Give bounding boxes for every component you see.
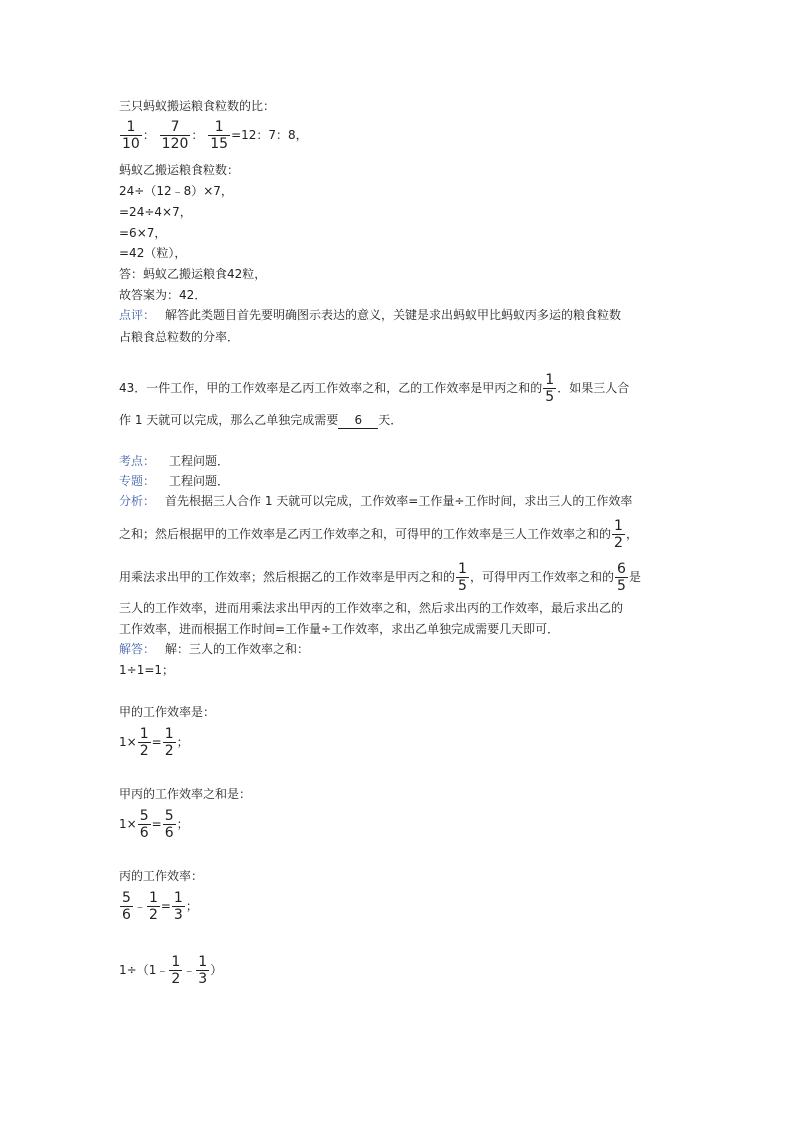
jiabing-expression: 1× $\frac{5}{6}$ = $\frac{5}{6}$ ； bbox=[119, 808, 189, 841]
review-label: 点评： bbox=[119, 308, 156, 322]
fraction: $\frac{5}{6}$ bbox=[122, 890, 131, 923]
jia-title: 甲的工作效率是： bbox=[119, 705, 216, 719]
fraction: $\frac{1}{15}$ bbox=[210, 119, 229, 152]
fenxi-3: 用乘法求出甲的工作效率；然后根据乙的工作效率是甲丙之和的 $\frac{1}{5}$ ，可得甲丙工作效率之和的 $\frac{6}{5}$ 是 bbox=[119, 561, 641, 594]
jieda: 解答： 解：三人的工作效率之和： bbox=[119, 642, 310, 656]
calc-line: =24÷4×7， bbox=[119, 205, 192, 219]
fraction: $\frac{1}{10}$ bbox=[122, 119, 140, 152]
ratio-expression: $\frac{1}{10}$ ： $\frac{7}{120}$ ： $\frac{1}{15}$ =12：7：8， bbox=[122, 119, 308, 152]
jieda-2: 1÷1=1； bbox=[119, 663, 175, 677]
zhuanti: 专题： 工程问题． bbox=[119, 474, 230, 488]
fraction: $\frac{6}{5}$ bbox=[616, 561, 626, 594]
calc-line: =42（粒）， bbox=[119, 246, 187, 260]
fraction: $\frac{1}{3}$ bbox=[198, 954, 208, 987]
answer-blank: 6 bbox=[338, 412, 378, 429]
question-43-line2: 作 1 天就可以完成，那么乙单独完成需要 6 天． bbox=[119, 413, 403, 427]
jia-expression: 1× $\frac{1}{2}$ = $\frac{1}{2}$ ； bbox=[119, 726, 189, 759]
jiabing-title: 甲丙的工作效率之和是： bbox=[119, 787, 252, 801]
fenxi-2: 之和；然后根据甲的工作效率是乙丙工作效率之和，可得甲的工作效率是三人工作效率之和的 $\frac{1}{2}$ ， bbox=[119, 518, 638, 551]
answer-line: 答：蚂蚁乙搬运粮食42粒， bbox=[119, 267, 267, 281]
question-43-line1: 43．一件工作，甲的工作效率是乙丙工作效率之和，乙的工作效率是甲丙之和的 $\frac{1}{5}$ ．如果三人合 bbox=[119, 372, 630, 405]
ratio-intro: 三只蚂蚁搬运粮食粒数的比： bbox=[119, 99, 276, 113]
fraction: $\frac{1}{2}$ bbox=[164, 726, 174, 759]
fraction: $\frac{1}{3}$ bbox=[173, 890, 183, 923]
fraction: $\frac{1}{2}$ bbox=[139, 726, 149, 759]
fraction: $\frac{1}{2}$ bbox=[171, 954, 181, 987]
fraction: $\frac{5}{6}$ bbox=[139, 808, 149, 841]
fenxi-1: 分析： 首先根据三人合作 1 天就可以完成，工作效率=工作量÷工作时间，求出三人的工作效率 bbox=[119, 494, 633, 508]
bing-expression: $\frac{5}{6}$ ﹣ $\frac{1}{2}$ = $\frac{1}{3}$ ； bbox=[122, 890, 198, 923]
fenxi-label: 分析： bbox=[119, 494, 156, 508]
calc-line: 24÷（12﹣8）×7， bbox=[119, 184, 233, 198]
calc-title: 蚂蚁乙搬运粮食粒数： bbox=[119, 163, 240, 177]
jieda-label: 解答： bbox=[119, 642, 156, 656]
fraction: $\frac{1}{2}$ bbox=[614, 518, 623, 551]
review: 点评： 解答此类题目首先要明确图示表达的意义，关键是求出蚂蚁甲比蚂蚁丙多运的粮食粒数 bbox=[119, 308, 622, 322]
fraction: $\frac{7}{120}$ bbox=[161, 119, 189, 152]
final-expression: 1÷（1﹣ $\frac{1}{2}$ ﹣ $\frac{1}{3}$ ） bbox=[119, 954, 223, 987]
fenxi-5: 工作效率，进而根据工作时间=工作量÷工作效率，求出乙单独完成需要几天即可． bbox=[119, 622, 560, 636]
zhuanti-label: 专题： bbox=[119, 474, 156, 488]
review-cont: 占粮食总粒数的分率． bbox=[119, 330, 240, 344]
fraction: $\frac{5}{6}$ bbox=[164, 808, 174, 841]
final-answer: 故答案为：42． bbox=[119, 288, 207, 302]
fraction: $\frac{1}{5}$ bbox=[458, 561, 467, 594]
fenxi-4: 三人的工作效率，进而用乘法求出甲丙的工作效率之和，然后求出丙的工作效率，最后求出乙的 bbox=[119, 601, 624, 615]
fraction: $\frac{1}{5}$ bbox=[545, 372, 555, 405]
calc-line: =6×7， bbox=[119, 226, 167, 240]
fraction: $\frac{1}{2}$ bbox=[148, 890, 158, 923]
bing-title: 丙的工作效率： bbox=[119, 869, 204, 883]
kaodian: 考点： 工程问题． bbox=[119, 454, 230, 468]
kaodian-label: 考点： bbox=[119, 454, 156, 468]
